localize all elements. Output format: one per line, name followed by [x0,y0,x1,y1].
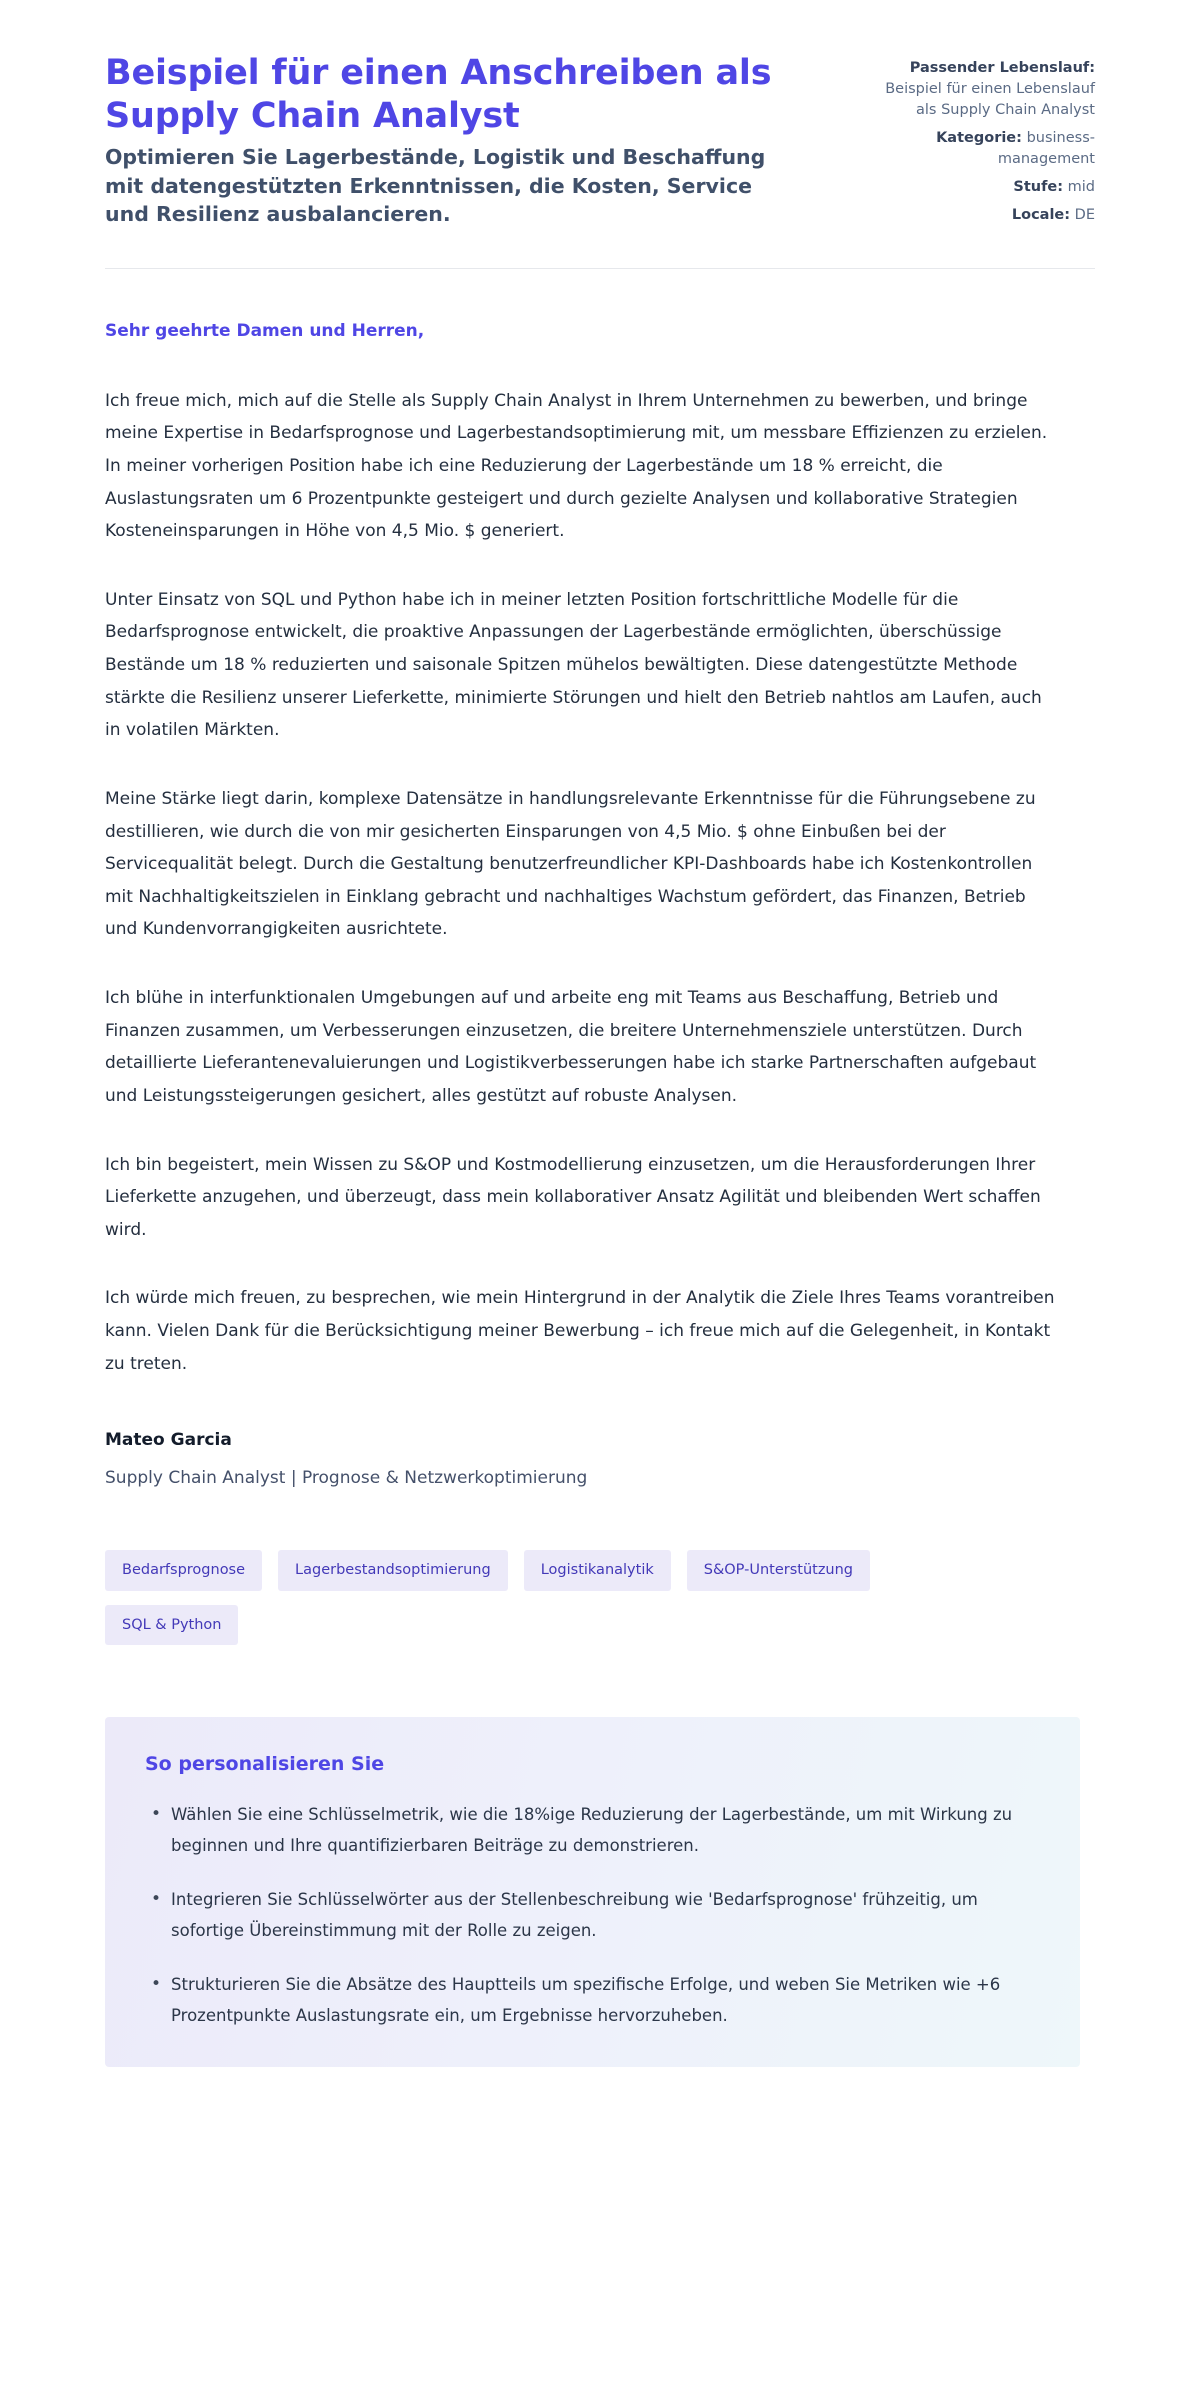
letter-paragraph: Ich bin begeistert, mein Wissen zu S&OP und Kostmodellierung einzusetzen, um die Herausforderungen Ihrer Lieferkette anzugehen, und überzeugt, dass mein kollaborativer Ansatz Agilität und bleibenden Wert schaffen wird. [105,1154,1041,1240]
meta-category-value: business-management [997,130,1095,168]
letter-paragraph: Ich würde mich freuen, zu besprechen, wie mein Hintergrund in der Analytik die Ziele Ihres Teams vorantreiben kann. Vielen Dank für die Berücksichtigung meiner Bewerbung – ich freue mich auf die Gelegenheit, in Kontakt zu treten. [105,1288,1055,1374]
letter-paragraph: Ich blühe in interfunktionalen Umgebungen auf und arbeite eng mit Teams aus Beschaffung, Betrieb und Finanzen zusammen, um Verbesserungen einzusetzen, die breitere Unternehmensziele unterstützen. Durch detaillierte Lieferantenevaluierungen und Logistikverbesserungen habe ich starke Partnerschaften aufgebaut und Leistungssteigerungen gesichert, alles gestützt auf robuste Analysen. [105,988,1037,1106]
tips-list-item: • Wählen Sie eine Schlüsselmetrik, wie die 18%ige Reduzierung der Lagerbestände, um mit Wirkung zu beginnen und Ihre quantifizierbaren Beiträge zu demonstrieren. [145,1800,1040,1861]
page-subtitle: Optimieren Sie Lagerbestände, Logistik und Beschaffung mit datengestützten Erkenntnissen, die Kosten, Service und Resilienz ausbalancieren. [105,145,766,226]
page-title: Beispiel für einen Anschreiben als Supply Chain Analyst [105,53,772,136]
meta-level-label: Stufe: [1013,179,1064,196]
skill-tag[interactable]: Logistikanalytik [524,1550,671,1591]
page-header [105,0,1095,228]
letter-paragraph: Unter Einsatz von SQL und Python habe ich in meiner letzten Position fortschrittliche Modelle für die Bedarfsprognose entwickelt, die proaktive Anpassungen der Lagerbestände ermöglichten, überschüssige Bestände um 18 % reduzierten und saisonale Spitzen mühelos bewältigten. Diese datengestützte Methode stärkte die Resilienz unserer Lieferkette, minimierte Störungen und hielt den Betrieb nahtlos am Laufen, auch in volatilen Märkten. [105,589,1042,741]
meta-matching-resume-label: Passender Lebenslauf: [909,60,1095,76]
meta-level [863,177,1095,198]
meta-locale-value: DE [1074,207,1095,224]
meta-category-label: Kategorie: [936,130,1022,147]
document-metadata [863,52,1095,226]
signature-role: Supply Chain Analyst | Prognose & Netzwerkoptimierung [105,1468,588,1489]
skill-tag[interactable]: Lagerbestandsoptimierung [278,1550,508,1591]
letter-paragraphs [105,385,1095,1381]
letter-paragraph: Meine Stärke liegt darin, komplexe Datensätze in handlungsrelevante Erkenntnisse für die Führungsebene zu destillieren, wie durch die von mir gesicherten Einsparungen von 4,5 Mio. $ ohne Einbußen bei der Servicequalität belegt. Durch die Gestaltung benutzerfreundlicher KPI-Dashboards habe ich Kostenkontrollen mit Nachhaltigkeitszielen in Einklang gebracht und nachhaltiges Wachstum gefördert, das Finanzen, Betrieb und Kundenvorrangigkeiten ausrichtete. [105,788,1036,940]
skill-tag[interactable]: S&OP-Unterstützung [687,1550,870,1591]
personalization-tips-callout [105,1717,1080,2067]
signature-name: Mateo Garcia [105,1430,232,1451]
letter-salutation: Sehr geehrte Damen und Herren, [105,321,425,342]
letter-paragraph: Ich freue mich, mich auf die Stelle als Supply Chain Analyst in Ihrem Unternehmen zu bewerben, und bringe meine Expertise in Bedarfsprognose und Lagerbestandsoptimierung mit, um messbare Effizienzen zu erzielen. In meiner vorherigen Position habe ich eine Reduzierung der Lagerbestände um 18 % erreicht, die Auslastungsraten um 6 Prozentpunkte gesteigert und durch gezielte Analysen und kollaborative Strategien Kosteneinsparungen in Höhe von 4,5 Mio. $ generiert. [105,390,1048,542]
skill-tag-list [105,1550,985,1645]
meta-level-value: mid [1067,179,1095,196]
meta-matching-resume-value: Beispiel für einen Lebenslauf als Supply Chain Analyst [885,81,1095,119]
tips-list-item: • Strukturieren Sie die Absätze des Hauptteils um spezifische Erfolge, und weben Sie Metriken wie +6 Prozentpunkte Auslastungsrate ein, um Ergebnisse hervorzuheben. [145,1970,1040,2031]
meta-locale-label: Locale: [1011,207,1071,224]
tips-title: So personalisieren Sie [145,1753,385,1776]
meta-matching-resume [863,58,1095,121]
meta-category [863,128,1095,170]
letter-signature [105,1426,1095,1492]
header-divider [105,268,1095,269]
tips-list [145,1800,1040,2031]
header-title-block [105,52,795,228]
skill-tag[interactable]: Bedarfsprognose [105,1550,262,1591]
meta-locale [863,205,1095,226]
tips-list-item: • Integrieren Sie Schlüsselwörter aus der Stellenbeschreibung wie 'Bedarfsprognose' frühzeitig, um sofortige Übereinstimmung mit der Rolle zu zeigen. [145,1885,1040,1946]
letter-body [105,277,1095,1492]
skill-tag[interactable]: SQL & Python [105,1605,238,1646]
